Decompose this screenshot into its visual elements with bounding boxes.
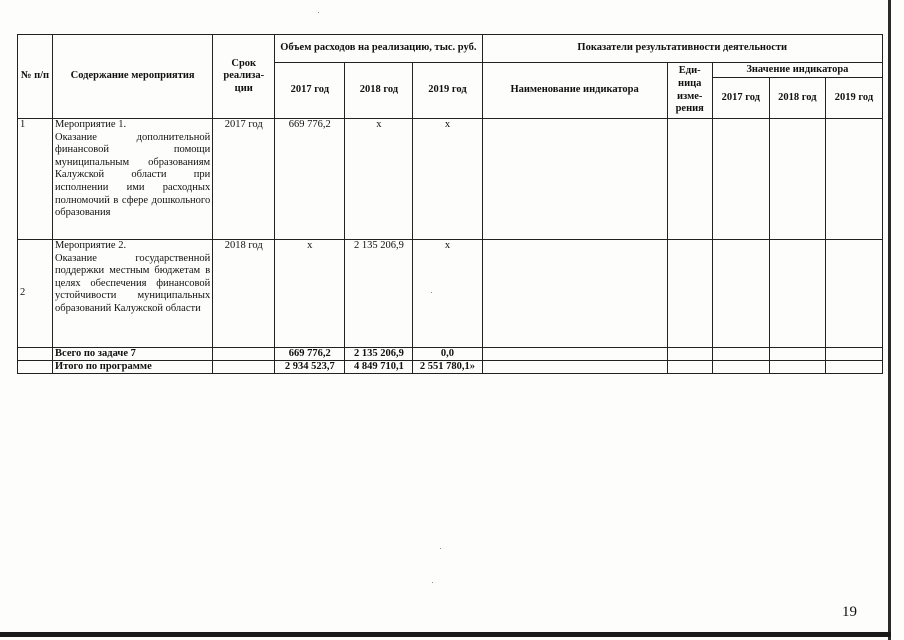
total-2019: 0,0 xyxy=(413,348,482,361)
activity-cell xyxy=(53,119,213,240)
header-unit: Еди-ница изме-рения xyxy=(667,63,712,119)
activity-description: Оказание государственной поддержки местным бюджетам в целях обеспечения финансовой устойчивости муниципальных образований Калужской области xyxy=(55,252,211,314)
program-activities-table xyxy=(17,34,883,374)
exp-2019-cell: x xyxy=(413,119,482,240)
page-bottom-edge xyxy=(0,632,891,637)
exp-2017-cell: x xyxy=(275,240,345,348)
header-indicator-value: Значение индикатора xyxy=(712,63,882,78)
activity-title: Мероприятие 1. xyxy=(55,119,127,130)
scan-speck xyxy=(431,292,432,293)
header-exp-2018: 2018 год xyxy=(345,63,413,119)
term-cell: 2017 год xyxy=(213,119,275,240)
val-2019-cell xyxy=(825,119,882,240)
header-val-2017: 2017 год xyxy=(712,78,769,119)
scan-speck xyxy=(318,12,319,13)
activity-title: Мероприятие 2. xyxy=(55,240,127,251)
total-2018: 4 849 710,1 xyxy=(345,361,413,374)
term-cell: 2018 год xyxy=(213,240,275,348)
total-2017: 669 776,2 xyxy=(275,348,345,361)
exp-2019-cell: x xyxy=(413,240,482,348)
header-val-2018: 2018 год xyxy=(769,78,825,119)
indicator-name-cell xyxy=(482,119,667,240)
val-2018-cell xyxy=(769,119,825,240)
total-2017: 2 934 523,7 xyxy=(275,361,345,374)
page-number: 19 xyxy=(842,604,857,620)
unit-cell xyxy=(667,240,712,348)
table-row xyxy=(18,240,883,348)
header-exp-2019: 2019 год xyxy=(413,63,482,119)
total-row-program xyxy=(18,361,883,374)
total-label: Всего по задаче 7 xyxy=(53,348,213,361)
header-term: Срок реализа-ции xyxy=(213,35,275,119)
header-indicator-name: Наименование индикатора xyxy=(482,63,667,119)
header-content: Содержание мероприятия xyxy=(53,35,213,119)
total-2018: 2 135 206,9 xyxy=(345,348,413,361)
scan-speck xyxy=(440,548,441,549)
exp-2017-cell: 669 776,2 xyxy=(275,119,345,240)
val-2019-cell xyxy=(825,240,882,348)
table-row xyxy=(18,119,883,240)
unit-cell xyxy=(667,119,712,240)
total-label: Итого по программе xyxy=(53,361,213,374)
exp-2018-cell: 2 135 206,9 xyxy=(345,240,413,348)
scan-speck xyxy=(432,582,433,583)
activity-cell xyxy=(53,240,213,348)
header-expenses: Объем расходов на реализацию, тыс. руб. xyxy=(275,35,482,63)
header-indicators: Показатели результативности деятельности xyxy=(482,35,883,63)
val-2017-cell xyxy=(712,240,769,348)
row-num: 1 xyxy=(18,119,53,240)
total-2019: 2 551 780,1» xyxy=(413,361,482,374)
header-num: № п/п xyxy=(18,35,53,119)
row-num: 2 xyxy=(18,240,53,348)
activity-description: Оказание дополнительной финансовой помощи муниципальным образованиям Калужской области при исполнении ими расходных полномочий в сфере дошкольного образования xyxy=(55,131,211,219)
page-right-edge xyxy=(888,0,891,640)
header-val-2019: 2019 год xyxy=(825,78,882,119)
header-exp-2017: 2017 год xyxy=(275,63,345,119)
val-2017-cell xyxy=(712,119,769,240)
exp-2018-cell: x xyxy=(345,119,413,240)
total-row-task xyxy=(18,348,883,361)
indicator-name-cell xyxy=(482,240,667,348)
val-2018-cell xyxy=(769,240,825,348)
